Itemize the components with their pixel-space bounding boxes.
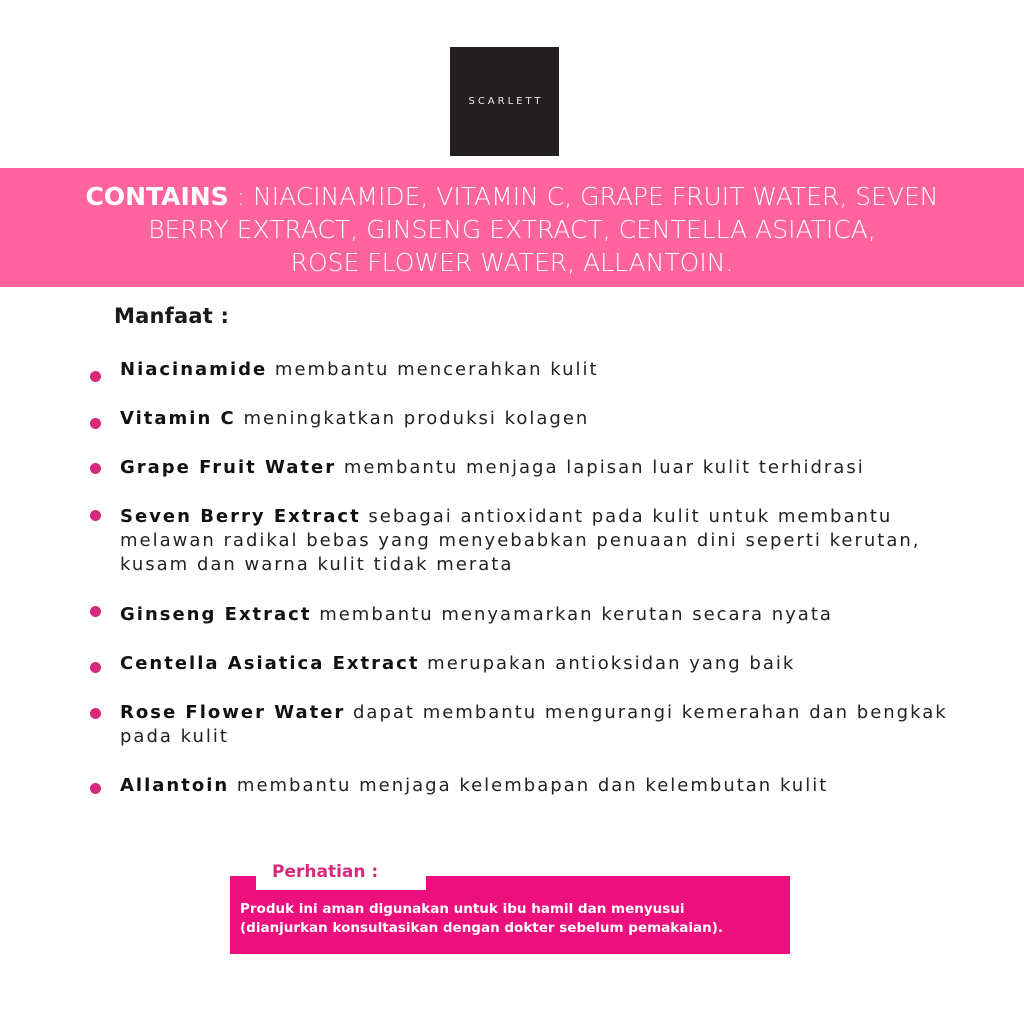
benefit-desc: membantu menyamarkan kerutan secara nyata — [311, 604, 833, 625]
contains-line-2: BERRY EXTRACT, GINSENG EXTRACT, CENTELLA ASIATICA, — [148, 215, 876, 244]
bullet-icon — [90, 510, 101, 521]
benefit-name: Niacinamide — [120, 359, 268, 380]
benefit-text — [120, 652, 990, 676]
contains-line-1-text: : NIACINAMIDE, VITAMIN C, GRAPE FRUIT WATER, SEVEN — [228, 182, 939, 211]
benefit-name: Allantoin — [120, 775, 230, 796]
bullet-icon — [90, 418, 101, 429]
benefit-text — [120, 505, 990, 577]
notice-line-1: Produk ini aman digunakan untuk ibu hamil dan menyusui — [240, 901, 685, 917]
benefit-desc: merupakan antioksidan yang baik — [419, 653, 796, 674]
benefit-name: Rose Flower Water — [120, 702, 346, 723]
contains-label: CONTAINS — [85, 182, 229, 211]
benefit-desc: membantu mencerahkan kulit — [267, 359, 599, 380]
benefit-desc: sebagai antioxidant pada kulit untuk membantu melawan radikal bebas yang menyebabkan penuaan dini seperti kerutan, kusam dan warna kulit tidak merata — [120, 506, 921, 575]
notice-line-2: (dianjurkan konsultasikan dengan dokter sebelum pemakaian). — [240, 920, 724, 936]
benefit-text — [120, 358, 990, 382]
bullet-icon — [90, 783, 101, 794]
benefit-desc: dapat membantu mengurangi kemerahan dan bengkak pada kulit — [120, 702, 948, 747]
manfaat-heading: Manfaat : — [114, 304, 230, 328]
benefit-name: Ginseng Extract — [120, 604, 312, 625]
logo-text: SCARLETT — [468, 96, 544, 107]
benefit-name: Seven Berry Extract — [120, 506, 361, 527]
benefit-text — [120, 603, 990, 627]
benefit-name: Centella Asiatica Extract — [120, 653, 420, 674]
scarlett-logo — [450, 47, 559, 156]
bullet-icon — [90, 463, 101, 474]
notice-title: Perhatian : — [256, 858, 426, 890]
notice-text — [240, 900, 800, 938]
contains-line-1 — [0, 180, 1024, 213]
benefit-text — [120, 407, 990, 431]
bullet-icon — [90, 606, 101, 617]
bullet-icon — [90, 371, 101, 382]
benefit-desc: membantu menjaga kelembapan dan kelembutan kulit — [229, 775, 829, 796]
benefit-text — [120, 456, 990, 480]
contains-line-3: ROSE FLOWER WATER, ALLANTOIN. — [290, 248, 734, 277]
benefit-name: Grape Fruit Water — [120, 457, 337, 478]
bullet-icon — [90, 662, 101, 673]
contains-banner — [0, 168, 1024, 287]
benefit-name: Vitamin C — [120, 408, 236, 429]
benefit-desc: meningkatkan produksi kolagen — [235, 408, 590, 429]
benefit-desc: membantu menjaga lapisan luar kulit terhidrasi — [336, 457, 865, 478]
benefit-text — [120, 701, 990, 749]
benefit-text — [120, 774, 990, 798]
bullet-icon — [90, 708, 101, 719]
